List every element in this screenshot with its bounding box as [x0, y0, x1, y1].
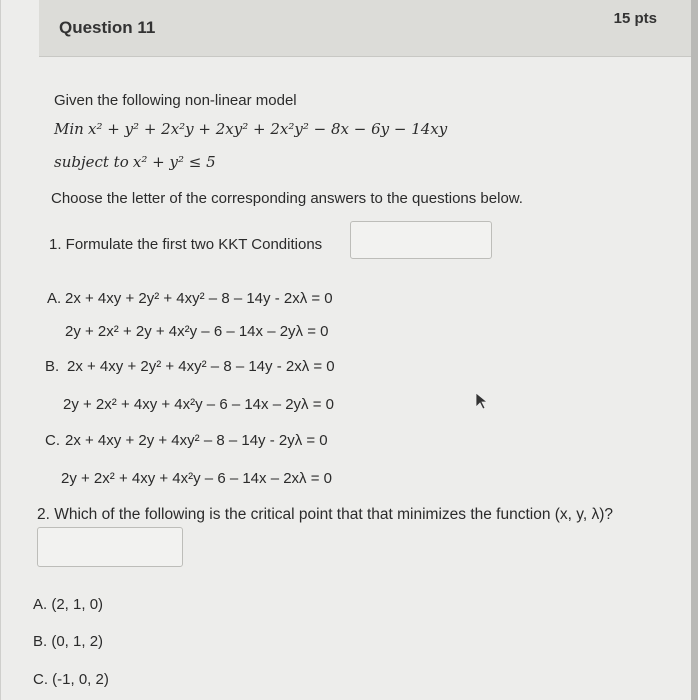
objective-expression: x² + y² + 2x²y + 2xy² + 2x²y² − 8x − 6y − 14xy: [88, 120, 448, 138]
q1-option-c-line1: 2x + 4xy + 2y + 4xy² – 8 – 14y - 2yλ = 0: [65, 432, 328, 449]
objective-line: [54, 120, 447, 138]
question-header: [39, 0, 691, 57]
instruction-text: Choose the letter of the corresponding answers to the questions below.: [51, 190, 523, 207]
q2-answer-input[interactable]: [37, 527, 183, 567]
q2-option-c: C. (-1, 0, 2): [33, 671, 109, 688]
mouse-pointer-icon: [475, 392, 489, 410]
q1-option-c-line2: 2y + 2x² + 4xy + 4x²y – 6 – 14x – 2xλ = 0: [61, 470, 332, 487]
q1-text: 1. Formulate the first two KKT Conditions: [49, 236, 323, 253]
q1-option-b-letter: B.: [45, 358, 60, 375]
question-title: Question 11: [59, 18, 156, 37]
constraint-line: [54, 153, 216, 171]
q1-option-c-letter: C.: [45, 432, 60, 449]
q2-option-a: A. (2, 1, 0): [33, 596, 104, 613]
q1-option-a-line1: 2x + 4xy + 2y² + 4xy² – 8 – 14y - 2xλ = 0: [65, 290, 333, 307]
q1-option-b-line1: 2x + 4xy + 2y² + 4xy² – 8 – 14y - 2xλ = 0: [67, 358, 335, 375]
q1-answer-input[interactable]: [350, 221, 492, 259]
q1-option-a-letter: A.: [47, 290, 62, 307]
constraint-prefix: subject to: [54, 153, 129, 171]
q1-option-b-line2: 2y + 2x² + 4xy + 4x²y – 6 – 14x – 2yλ = 0: [63, 396, 334, 413]
q1-option-a-line2: 2y + 2x² + 2y + 4x²y – 6 – 14x – 2yλ = 0: [65, 323, 329, 340]
intro-text: Given the following non-linear model: [54, 92, 297, 109]
q2-option-b: B. (0, 1, 2): [33, 633, 104, 650]
constraint-expression: x² + y² ≤ 5: [132, 153, 216, 171]
points-label: 15 pts: [613, 10, 657, 27]
q2-text: 2. Which of the following is the critical point that that minimizes the function (x, y, λ)?: [37, 506, 614, 523]
objective-prefix: Min: [54, 120, 84, 138]
